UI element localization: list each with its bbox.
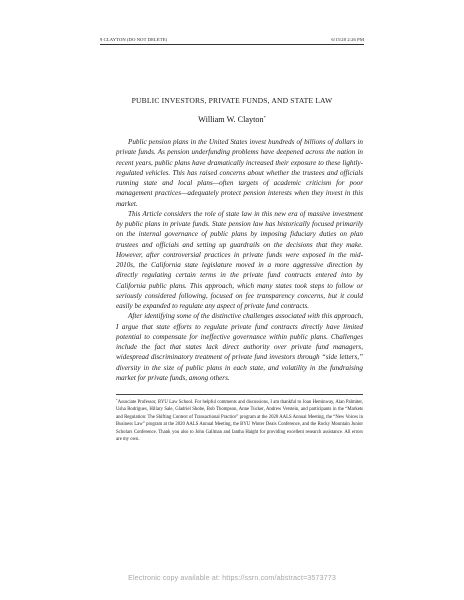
footnote-marker: * (116, 398, 118, 402)
author-name: William W. Clayton (198, 115, 264, 124)
footnote-rule (116, 394, 363, 395)
footnote (116, 397, 363, 444)
author-line (100, 115, 364, 124)
header-rule (100, 44, 364, 45)
header-left-text: 9 CLAYTON (DO NOT DELETE) (100, 37, 168, 42)
author-footnote-marker[interactable]: * (263, 115, 266, 120)
running-header (100, 37, 364, 47)
abstract (116, 137, 363, 383)
footnote-text: Associate Professor, BYU Law School. For helpful comments and discussions, I am thankful to Joan Heminway, Alan Palmiter, Usha Rodrigues, Hillary Sale, Gladriel Shobe, Bob Thompson, Anne Tucker, Andrew Verstein, and participants in the “Markets and Regulation: The Shifting Context of Transactional Practice” program at the 2020 AALS Annual Meeting, the “New Voices in Business Law” program at the 2020 AALS Annual Meeting, the BYU Winter Deals Conference, and the Rocky Mountain Junior Scholars Conference. Thank you also to John Gallman and Iantha Haight for providing excellent research assistance. All errors are my own. (116, 400, 363, 443)
abstract-paragraph-1: Public pension plans in the United States invest hundreds of billions of dollars in private funds. As pension underfunding problems have deepened across the nation in recent years, public plans have dramatically increased their exposure to these lightly-regulated vehicles. This has raised concerns about whether the trustees and officials running state and local plans—often targets of academic criticism for poor management practices—adequately protect pension interests when they invest in this market. (116, 138, 363, 208)
ssrn-watermark[interactable]: Electronic copy available at: https://ssrn.com/abstract=3573773 (128, 573, 336, 582)
abstract-paragraph-2: This Article considers the role of state law in this new era of massive investment by public plans in private funds. State pension law has historically focused primarily on the internal governance of public plans by imposing fiduciary duties on plan trustees and officials and setting up guardrails on the decisions that they make. However, after controversial practices in private funds were exposed in the mid-2010s, the California state legislature moved in a more aggressive direction by directly regulating certain terms in the private fund contracts entered into by California public plans. This approach, which many states took steps to follow or seriously considered following, focused on fee transparency concerns, but it could easily be expanded to regulate any aspect of private fund contracts. (116, 209, 363, 310)
abstract-paragraph-3: After identifying some of the distinctive challenges associated with this approach, I argue that state efforts to regulate private fund contracts directly have limited potential to compensate for ineffective governance within public plans. Challenges include the fact that states lack direct authority over private fund managers, widespread discriminatory treatment of private fund investors through “side letters,” diversity in the size of public plans in each state, and volatility in the fundraising market for private funds, among others. (116, 312, 363, 382)
article-title: PUBLIC INVESTORS, PRIVATE FUNDS, AND STATE LAW (131, 96, 333, 105)
header-date-text: 6/15/20 2:26 PM (331, 37, 364, 42)
